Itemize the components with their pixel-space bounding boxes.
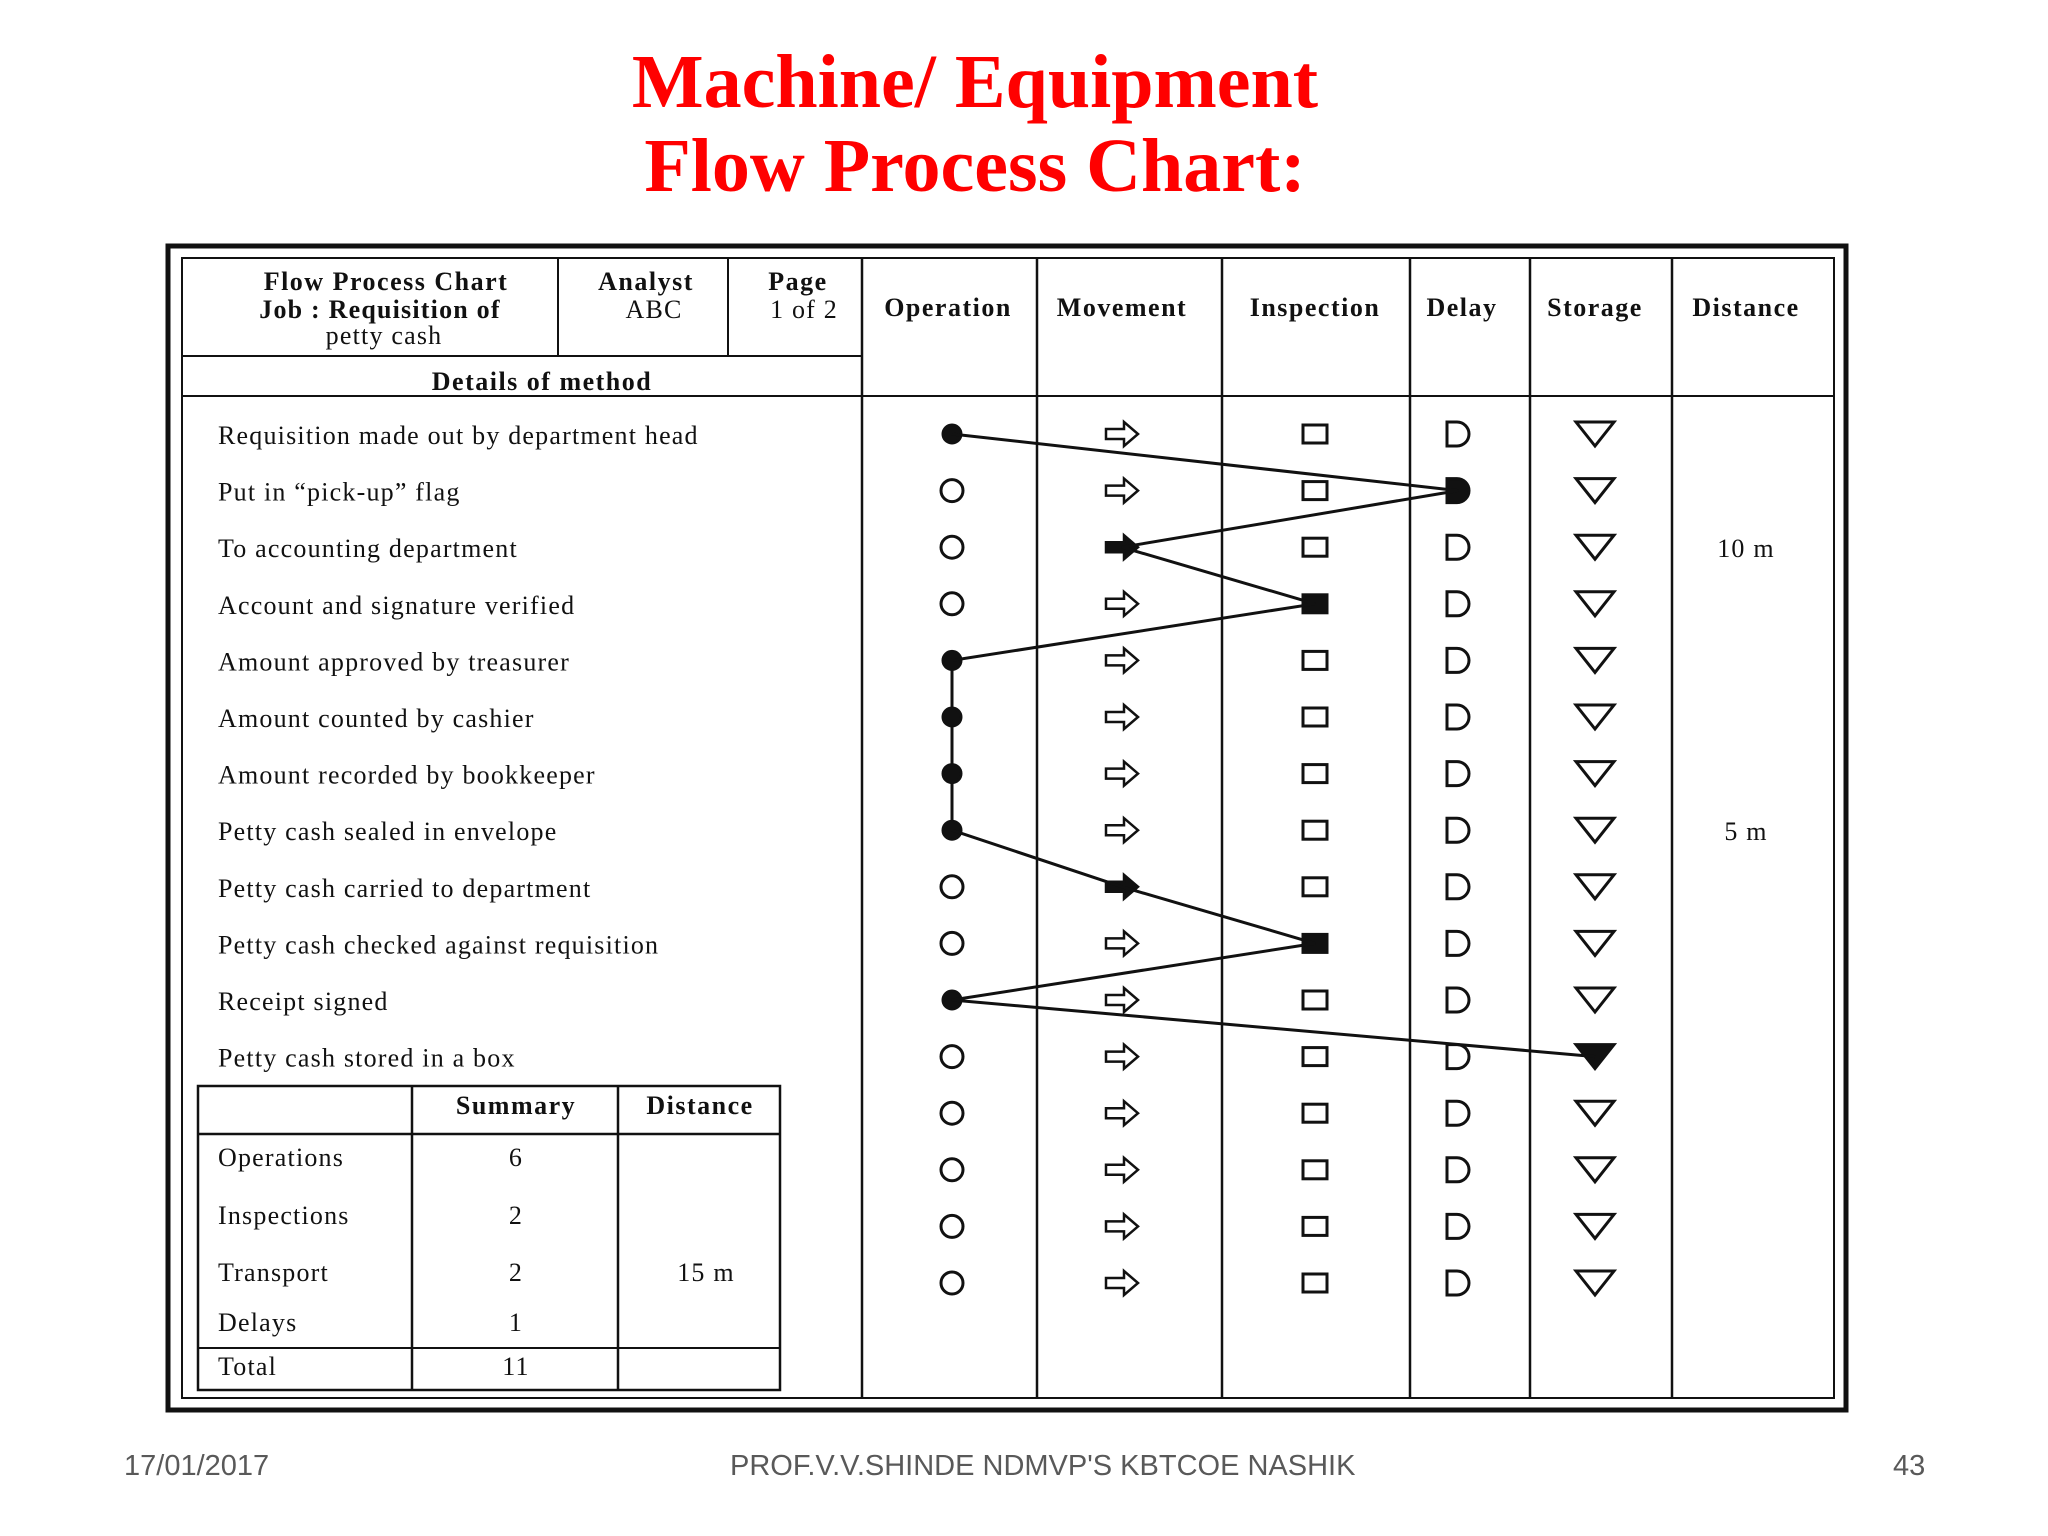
chart-row	[218, 591, 1614, 620]
delay-d-symbol	[1447, 648, 1469, 672]
inspection-square-symbol	[1303, 1048, 1327, 1066]
column-header-operation: Operation	[884, 293, 1012, 322]
summary-row-label: Operations	[218, 1143, 345, 1172]
movement-arrow-symbol	[1106, 1101, 1138, 1125]
delay-d-symbol	[1447, 875, 1469, 899]
delay-d-symbol	[1447, 762, 1469, 786]
step-description: Petty cash checked against requisition	[218, 930, 660, 960]
slide-title-line2: Flow Process Chart:	[644, 124, 1306, 208]
inspection-square-symbol	[1303, 482, 1327, 500]
summary-row-label: Delays	[218, 1308, 298, 1337]
storage-triangle-symbol	[1576, 988, 1614, 1012]
summary-table	[198, 1086, 780, 1390]
delay-d-symbol	[1447, 1045, 1469, 1069]
movement-arrow-symbol	[1106, 988, 1138, 1012]
step-description: Amount recorded by bookkeeper	[218, 760, 596, 790]
operation-symbol	[941, 1046, 963, 1068]
footer-date: 17/01/2017	[124, 1450, 270, 1482]
summary-row-label: Transport	[218, 1258, 329, 1287]
chart-row	[941, 1271, 1614, 1295]
operation-symbol	[941, 1215, 963, 1237]
inspection-square-symbol	[1303, 821, 1327, 839]
operation-symbol	[941, 536, 963, 558]
step-description: Amount approved by treasurer	[218, 647, 570, 677]
inspection-square-symbol	[1303, 651, 1327, 669]
footer-author: PROF.V.V.SHINDE NDMVP'S KBTCOE NASHIK	[730, 1450, 1356, 1482]
summary-row-count: 2	[508, 1258, 524, 1287]
movement-arrow-symbol	[1106, 422, 1138, 446]
step-description: To accounting department	[218, 534, 518, 564]
chart-row	[218, 817, 1768, 846]
column-header-movement: Movement	[1056, 293, 1188, 322]
movement-arrow-symbol	[1106, 1158, 1138, 1182]
summary-distance-header: Distance	[646, 1091, 754, 1120]
summary-border	[198, 1086, 780, 1390]
operation-symbol	[941, 480, 963, 502]
delay-d-symbol	[1447, 988, 1469, 1012]
storage-triangle-symbol	[1576, 648, 1614, 672]
slide-title-line1: Machine/ Equipment	[631, 40, 1319, 124]
chart-row	[941, 1158, 1614, 1182]
header-details-of-method: Details of method	[431, 367, 653, 396]
chart-row	[218, 421, 1614, 450]
header-job-line1: Job : Requisition of	[259, 295, 501, 324]
inspection-square-symbol	[1303, 765, 1327, 783]
movement-arrow-symbol	[1106, 818, 1138, 842]
chart-row	[218, 874, 1614, 903]
step-distance: 10 m	[1717, 534, 1775, 564]
inspection-square-symbol	[1303, 425, 1327, 443]
storage-triangle-symbol	[1576, 1271, 1614, 1295]
storage-triangle-symbol	[1576, 705, 1614, 729]
storage-triangle-symbol	[1576, 422, 1614, 446]
header-job-line2: petty cash	[325, 321, 443, 350]
storage-triangle-symbol	[1576, 479, 1614, 503]
delay-d-symbol	[1447, 422, 1469, 446]
chart-row	[218, 930, 1614, 959]
operation-symbol	[941, 1272, 963, 1294]
movement-arrow-symbol	[1106, 479, 1138, 503]
inspection-square-symbol	[1303, 1274, 1327, 1292]
chart-row	[218, 1044, 1614, 1073]
chart-row	[218, 647, 1614, 676]
inspection-square-symbol	[1303, 878, 1327, 896]
operation-symbol	[941, 876, 963, 898]
delay-d-symbol	[1447, 1214, 1469, 1238]
delay-d-symbol	[1447, 1101, 1469, 1125]
inspection-square-symbol	[1303, 538, 1327, 556]
summary-row-distance: 15 m	[677, 1258, 735, 1287]
operation-symbol	[941, 1159, 963, 1181]
column-header-inspection: Inspection	[1249, 293, 1381, 322]
inspection-square-symbol	[1303, 1104, 1327, 1122]
step-description: Requisition made out by department head	[218, 421, 699, 450]
storage-triangle-symbol	[1576, 931, 1614, 955]
chart-row	[941, 1101, 1614, 1125]
inspection-square-symbol	[1303, 708, 1327, 726]
storage-triangle-symbol	[1576, 818, 1614, 842]
step-description: Petty cash sealed in envelope	[218, 817, 558, 847]
summary-row-label: Inspections	[218, 1201, 350, 1230]
movement-arrow-symbol	[1106, 1214, 1138, 1238]
storage-triangle-symbol	[1576, 1158, 1614, 1182]
step-description: Account and signature verified	[218, 590, 576, 620]
delay-d-symbol	[1447, 1271, 1469, 1295]
step-description: Petty cash stored in a box	[218, 1043, 516, 1073]
chart-row	[218, 761, 1614, 790]
movement-arrow-symbol	[1106, 592, 1138, 616]
header-analyst-label: Analyst	[598, 267, 694, 296]
chart-row	[218, 704, 1614, 733]
movement-arrow-symbol	[1106, 1045, 1138, 1069]
inspection-square-symbol	[1303, 1217, 1327, 1235]
storage-triangle-symbol	[1576, 1101, 1614, 1125]
delay-d-symbol	[1447, 931, 1469, 955]
header-page-value: 1 of 2	[770, 295, 838, 324]
movement-arrow-symbol	[1106, 762, 1138, 786]
footer-page-number: 43	[1893, 1450, 1926, 1482]
movement-arrow-symbol	[1106, 705, 1138, 729]
delay-d-symbol	[1447, 1158, 1469, 1182]
storage-triangle-symbol	[1576, 535, 1614, 559]
step-description: Amount counted by cashier	[218, 704, 535, 733]
header-page-label: Page	[768, 267, 828, 296]
summary-row-count: 1	[508, 1308, 524, 1337]
header-chart-title: Flow Process Chart	[263, 267, 509, 296]
flow-connector-line	[952, 434, 1595, 1057]
storage-triangle-symbol	[1576, 592, 1614, 616]
summary-row-count: 11	[502, 1352, 530, 1381]
chart-row	[218, 534, 1775, 563]
movement-arrow-symbol	[1106, 931, 1138, 955]
chart-row	[218, 478, 1614, 507]
delay-d-symbol	[1447, 705, 1469, 729]
summary-row-count: 6	[508, 1143, 524, 1172]
step-description: Receipt signed	[218, 987, 389, 1016]
chart-row	[941, 1214, 1614, 1238]
operation-symbol	[941, 593, 963, 615]
delay-d-symbol	[1447, 592, 1469, 616]
column-header-delay: Delay	[1426, 293, 1498, 322]
movement-arrow-symbol	[1106, 1271, 1138, 1295]
step-distance: 5 m	[1724, 817, 1768, 847]
inspection-square-symbol	[1303, 991, 1327, 1009]
storage-triangle-symbol	[1576, 875, 1614, 899]
storage-triangle-symbol	[1576, 1214, 1614, 1238]
step-description: Petty cash carried to department	[218, 873, 592, 903]
operation-symbol	[941, 1102, 963, 1124]
inspection-square-symbol	[1303, 1161, 1327, 1179]
summary-row-count: 2	[508, 1201, 524, 1230]
chart-headers	[259, 267, 1799, 396]
column-header-storage: Storage	[1547, 293, 1643, 322]
movement-arrow-symbol	[1106, 648, 1138, 672]
summary-header: Summary	[455, 1091, 577, 1120]
delay-d-symbol	[1447, 535, 1469, 559]
operation-symbol	[941, 932, 963, 954]
storage-triangle-symbol	[1576, 762, 1614, 786]
chart-row	[218, 987, 1614, 1016]
column-header-distance: Distance	[1692, 293, 1800, 322]
header-analyst-value: ABC	[625, 295, 683, 324]
summary-row-label: Total	[218, 1352, 278, 1381]
step-description: Put in “pick-up” flag	[218, 477, 461, 507]
delay-d-symbol	[1447, 818, 1469, 842]
